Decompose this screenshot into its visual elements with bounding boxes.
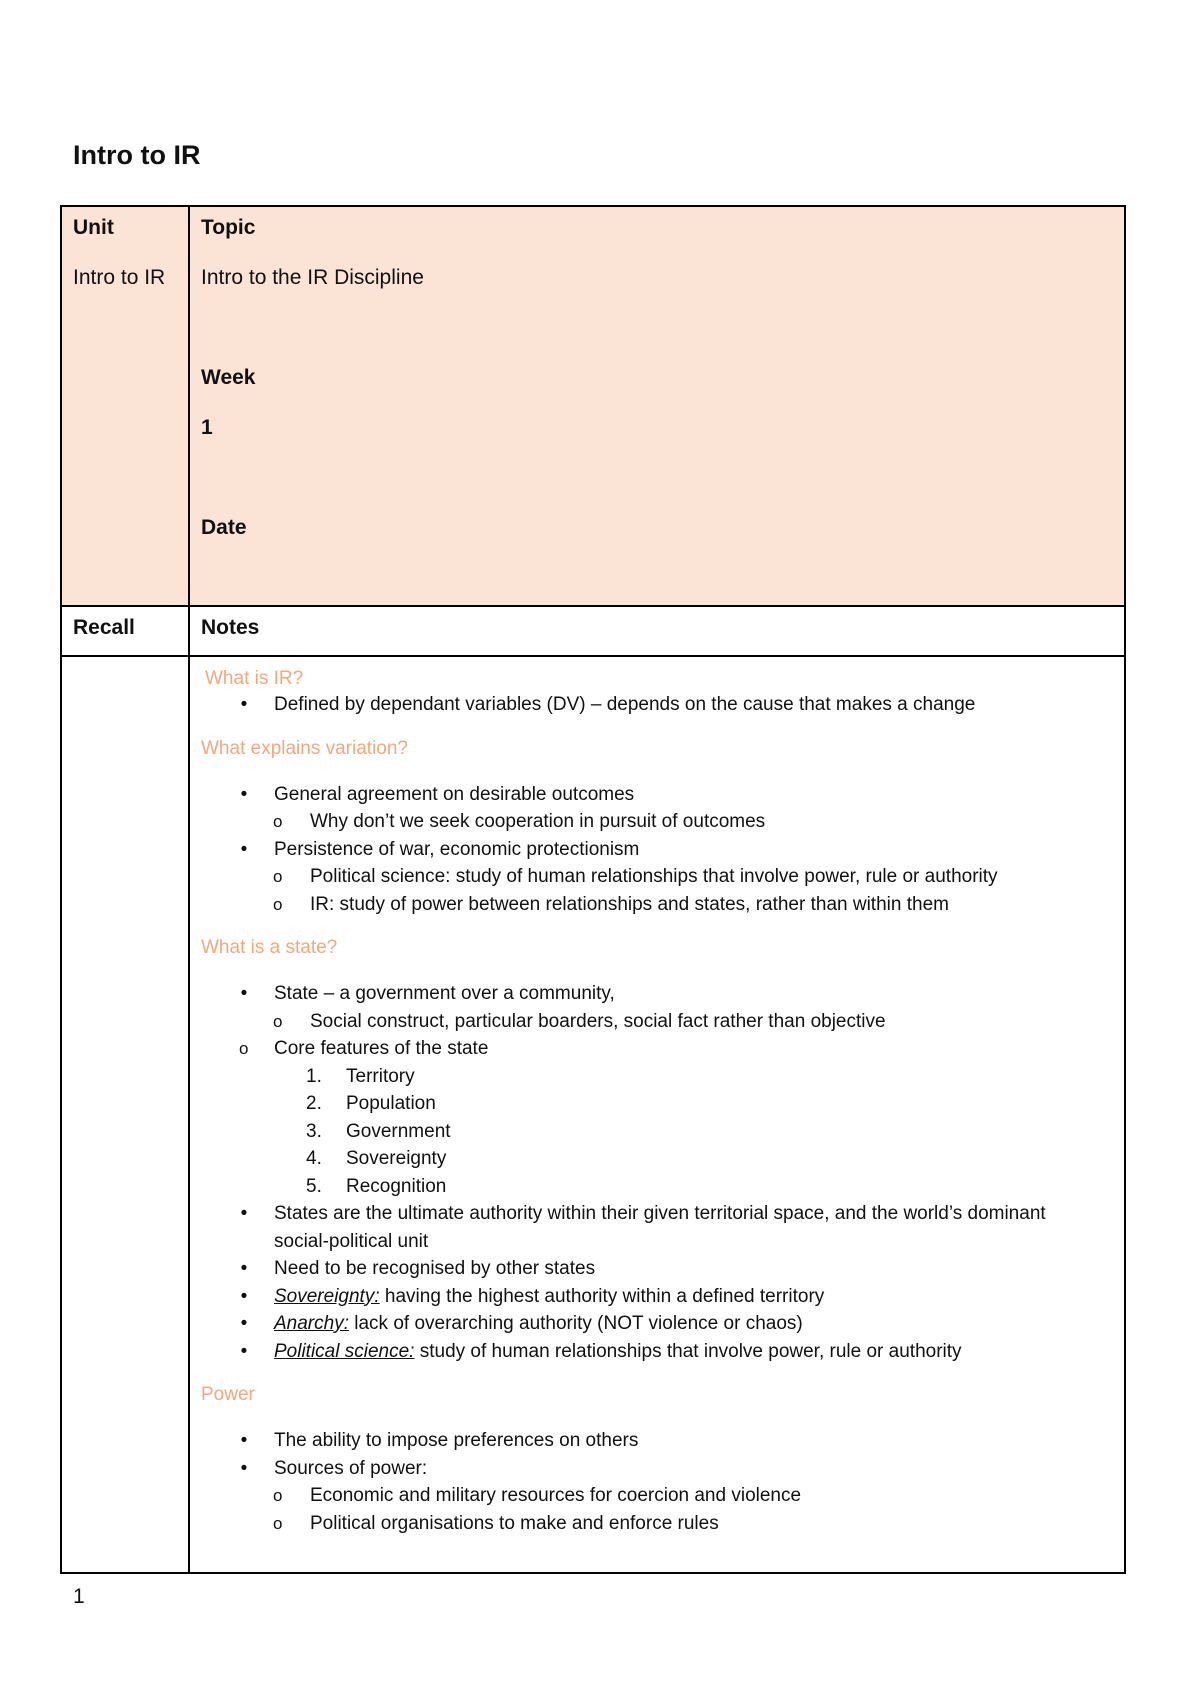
list-item: o Core features of the state [201, 1035, 1124, 1063]
circle-bullet-icon: o [273, 1011, 283, 1031]
list-item: o Social construct, particular boarders, social fact rather than objective [201, 1008, 1124, 1036]
bullet-icon: • [240, 783, 248, 805]
numbered-item: 4. Sovereignty [306, 1148, 447, 1169]
bullet-icon: • [240, 1457, 248, 1479]
section-heading: What is IR? [205, 668, 304, 689]
list-item: o Why don’t we seek cooperation in pursuit of outcomes [201, 808, 1124, 836]
circle-bullet-icon: o [239, 1039, 249, 1058]
definition-item: • Anarchy: lack of overarching authority (NOT violence or chaos) [201, 1310, 1124, 1338]
topic-label: Topic [201, 216, 256, 239]
bullet-icon: • [240, 1340, 248, 1362]
unit-cell [61, 206, 189, 606]
recall-header-cell [61, 606, 189, 656]
unit-label: Unit [73, 216, 114, 239]
numbered-item: 3. Government [306, 1120, 451, 1142]
circle-bullet-icon: o [273, 1486, 283, 1505]
definition-item: • Political science: study of human relationships that involve power, rule or authority [201, 1338, 1124, 1366]
list-item: • Persistence of war, economic protectionism [201, 836, 1124, 864]
page-title: Intro to IR [73, 140, 201, 170]
list-item: • Defined by dependant variables (DV) – depends on the cause that makes a change [201, 691, 1124, 719]
list-item: • General agreement on desirable outcomes [201, 781, 1124, 809]
numbered-item: 2. Population [306, 1093, 436, 1114]
notes-column [189, 656, 1125, 1573]
notes-body-row [61, 656, 1125, 1573]
bullet-icon: • [240, 1258, 248, 1279]
circle-bullet-icon: o [273, 867, 283, 886]
date-label: Date [201, 516, 247, 539]
list-item: • Need to be recognised by other states [201, 1255, 1124, 1283]
list-item: o Political science: study of human relationships that involve power, rule or authority [201, 863, 1124, 891]
page-number: 1 [73, 1585, 85, 1608]
notes-label: Notes [201, 616, 260, 639]
bullet-icon: • [240, 838, 248, 860]
bullet-icon: • [240, 1430, 248, 1451]
list-item: • States are the ultimate authority within their given territorial space, and the world’s dominant social-political unit [201, 1200, 1124, 1255]
numbered-item: 1. Territory [306, 1065, 415, 1087]
section-heading: Power [201, 1384, 255, 1405]
definition-item: • Sovereignty: having the highest authority within a defined territory [201, 1283, 1124, 1311]
unit-value: Intro to IR [73, 266, 166, 289]
cornell-notes-table [60, 205, 1126, 1574]
section-heading: What explains variation? [201, 737, 408, 759]
bullet-icon: • [240, 1203, 248, 1224]
list-item: • Sources of power: [201, 1455, 1124, 1483]
circle-bullet-icon: o [273, 812, 283, 831]
circle-bullet-icon: o [273, 1513, 283, 1533]
list-item: • The ability to impose preferences on others [201, 1427, 1124, 1455]
list-item: o IR: study of power between relationships and states, rather than within them [201, 891, 1124, 919]
week-value: 1 [201, 416, 213, 439]
bullet-icon: • [240, 694, 248, 715]
list-item: • State – a government over a community, [201, 980, 1124, 1008]
list-item: o Economic and military resources for coercion and violence [201, 1482, 1124, 1510]
list-item: o Political organisations to make and enforce rules [201, 1510, 1124, 1538]
header-row [61, 206, 1125, 606]
bullet-icon: • [240, 983, 248, 1004]
numbered-item: 5. Recognition [306, 1175, 447, 1197]
topic-value: Intro to the IR Discipline [201, 266, 424, 289]
week-label: Week [201, 366, 256, 389]
column-header-row [61, 606, 1125, 656]
circle-bullet-icon: o [273, 894, 283, 914]
recall-column [61, 656, 189, 1573]
notes-header-cell [189, 606, 1125, 656]
topic-cell [189, 206, 1125, 606]
bullet-icon: • [240, 1285, 248, 1307]
bullet-icon: • [240, 1313, 248, 1334]
recall-label: Recall [73, 616, 135, 639]
section-heading: What is a state? [201, 937, 338, 958]
